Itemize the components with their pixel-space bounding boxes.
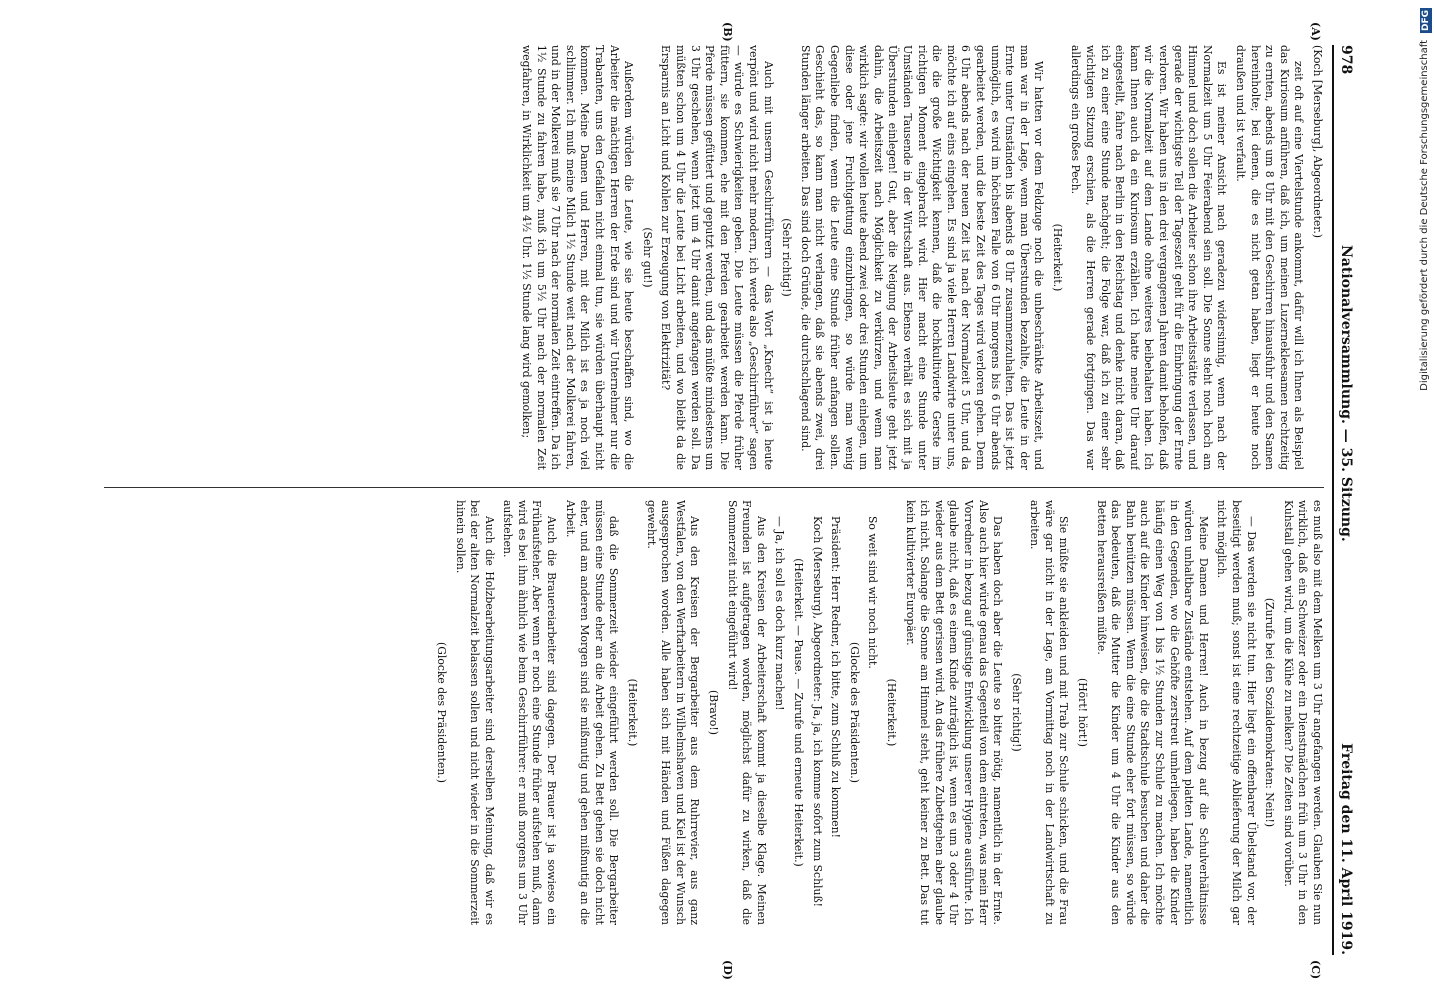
header-date: Freitag den 11. April 1919.	[1338, 743, 1354, 955]
page-header	[1332, 45, 1374, 955]
interjection: (Sehr richtig!)	[780, 218, 794, 297]
interjection: (Sehr gut!)	[640, 227, 654, 288]
interjection: (Sehr richtig!)	[1009, 673, 1023, 752]
paragraph: Außerdem würden die Leute, wie sie heute beschaffen sind, wo die Arbeiter die mächtigen Herren der Erde sind und wir Unternehmer nur die Trabanten, uns den Gefallen nicht einmal tun, sie würden überhaupt nicht kommen. Meine Damen und Herren, mit der Milch ist es ja noch viel schlimmer. Ich muß meine Milch 1½ Stunde weit nach der Molkerei fahren, und in der Molkerei muß sie 7 Uhr nach der normalen Zeit eintreffen. Da ich 1½ Stunde zu fahren habe, muß ich um 5½ Uhr nach der normalen Zeit wegfahren, in Wirklichkeit um 4½ Uhr. 1½ Stunde lang wird gemolken;	[520, 45, 636, 470]
paragraph: Es ist meiner Ansicht nach geradezu widersinnig, wenn nach der Normalzeit um 5 Uhr Feierabend sein soll. Die Sonne steht noch hoch am Himmel und doch sollen die Arbeiter schon ihre Arbeitsstätte verlassen, und gerade der wichtigste Teil der Tageszeit geht für die Einbringung der Ernte verloren. Wir haben uns in den drei vergangenen Jahren damit beholfen, daß wir die Normalzeit auf dem Lande ohne weiteres beibehalten haben. Ich kann Ihnen auch da ein Kuriosum erzählen. Ich hatte meine Uhr darauf eingestellt, fahre nach Berlin in den Reichstag und denke nicht daran, daß ich zu einer eine Stunde nachgeht; die Folge war, daß ich zu einer sehr wichtigen Sitzung erschien, als die Herren gerade fortgingen. Das war allerdings ein großes Pech.	[1069, 45, 1229, 470]
paragraph: Wir hatten vor dem Feldzuge noch die unbeschränkte Arbeitszeit, und man war in der Lage, wenn man Überstunden bezahlte, die Leute in der Ernte unter Umständen bis abends 8 Uhr zusammenzuhalten. Das ist jetzt unmöglich, es wird im höchsten Falle von 6 Uhr morgens bis 6 Uhr abends gearbeitet werden, und die beste Zeit des Tages wird verloren gehen. Denn 6 Uhr abends nach der neuen Zeit ist nach der Normalzeit 5 Uhr, und da möchte ich auf eins eingehen. Es sind ja viele Herren Landwirte unter uns, die die große Wichtigkeit kennen, daß die hochkultivierte Gerste im richtigen Moment eingebracht wird. Hier macht eine Stunde unter Umständen Tausende in der Wirtschaft aus. Ebenso verhält es sich mit ja Überstunden einlegen! Gut, aber die Neigung der Arbeitsleute geht jetzt dahin, die Arbeitszeit nach Möglichkeit zu verkürzen, und wenn man wirklich sagte: wir wollen heute abend zwei oder drei Stunden einlegen, um diese oder jene Fruchtgattung einzubringen, so würde man wenig Gegenliebe finden, wenn die Leute eine Stunde früher anfangen sollen. Geschieht das, so kann man nicht verlangen, daß sie abends zwei, drei Stunden länger arbeiten. Das sind doch Gründe, die durchschlagend sind.	[798, 45, 1046, 470]
paragraph: Aus den Kreisen der Bergarbeiter aus dem Ruhrrevier, aus ganz Westfalen, von den Werftarbeitern in Wilhelmshaven und Kiel ist der Wunsch ausgesprochen worden. Alle haben sich mit Händen und Füßen dagegen gewehrt.	[644, 500, 702, 925]
marker-c: (C)	[1309, 960, 1322, 980]
paragraph: Auch mit unserm Geschirrführern — das Wort „Knecht“ ist ja heute verpönt und wird nicht mehr modern, ich werde also „Geschirrführer“ sagen — würde es Schwierigkeiten geben. Die Leute müssen die Pferde früher füttern, sie kommen, ehe mit den Pferden gearbeitet werden kann. Die Pferde müssen gefüttert und geputzt werden, und das müßte mindestens um 3 Uhr geschehen, wenn jetzt um 4 Uhr damit angefangen werden soll. Da müßten schon um 4 Uhr die Leute bei Licht arbeiten, und wo bleibt da die Ersparnis an Licht und Kohlen zur Erzeugung von Elektrizität?	[659, 45, 775, 470]
digitization-credit: Digitalisierung gefördert durch die Deutsche Forschungsgemeinschaft	[1419, 40, 1430, 391]
interjection: (Glocke des Präsidenten.)	[434, 642, 448, 783]
interjection: (Heiterkeit.)	[884, 678, 898, 747]
dfg-logo: DFG	[1421, 10, 1431, 32]
left-column	[94, 45, 1324, 470]
paragraph: Aus den Kreisen der Arbeiterschaft kommt ja dieselbe Klage. Meinen Freunden ist aufgetragen worden, möglichst dafür zu wirken, daß die Sommerzeit nicht eingeführt wird!	[725, 500, 768, 925]
marker-a: (A)	[1309, 22, 1322, 41]
paragraph: Koch (Merseburg), Abgeordneter: Ja, ja, ich komme sofort zum Schluß!	[810, 516, 824, 907]
interjection: (Bravo!)	[707, 690, 721, 735]
marker-b: (B)	[721, 22, 734, 42]
paragraph: So weit sind wir noch nicht.	[866, 516, 880, 669]
paragraph: Meine Damen und Herren! Auch in bezug auf die Schulverhältnisse würden unhaltbare Zustände entstehen. Auf dem platten Lande, namentlich in den Gegenden, wo die Gehöfte zerstreut umherliegen, haben die Kinder häufig einen Weg von 1 bis 1½ Stunden zur Schule zu machen. Ich möchte auch auf die Kinder hinweisen, die die Stadtschule besuchen und daher die Bahn benützen müssen. Wenn die eine Stunde eher fort müssen, so würde das bedeuten, daß die Mutter die Kinder um 4 Uhr die Kinder aus den Betten herausreißen müßte.	[1094, 500, 1210, 925]
right-column	[94, 500, 1324, 925]
paragraph: Sie müßte sie ankleiden und mit Trab zur Schule schicken, und die Frau wäre gar nicht in der Lage, am Vormittag noch in der Landwirtschaft zu arbeiten.	[1028, 500, 1071, 925]
speaker-note: (Koch [Merseburg], Abgeordneter.)	[1311, 45, 1324, 238]
interjection: (Glocke des Präsidenten.)	[847, 642, 861, 783]
paragraph: Das haben doch aber die Leute so bitter nötig, namentlich in der Ernte. Also auch hier würde genau das Gegenteil von dem eintreten, was mein Herr Vorredner in bezug auf günstige Entwicklung unserer Hygiene ausführte. Ich glaube nicht, daß es einem Kinde zuträglich ist, wenn es um 3 oder 4 Uhr wieder aus dem Bett gerissen wird. An das frühere Zubettgehen aber glaube ich nicht. Solange die Sonne am Himmel steht, geht keiner zu Bett. Das tut kein kultivierter Europäer.	[903, 500, 1005, 925]
column-divider	[104, 487, 1324, 488]
marker-d: (D)	[721, 960, 734, 980]
paragraph: — Das werden sie nicht tun. Hier liegt ein offenbarer Übelstand vor, der beseitigt werden muß; sonst ist eine rechtzeitige Ablieferung der Milch gar nicht möglich.	[1215, 500, 1258, 925]
paragraph: es muß also mit dem Melken um 3 Uhr angefangen werden. Glauben Sie nun wirklich, daß ein Schweizer oder ein Dienstmädchen früh um 3 Uhr in den Kuhstall gehen wird, um die Kühe zu melken? Die Zeiten sind vorüber.	[1281, 500, 1324, 925]
header-title: Nationalversammlung. — 35. Sitzung.	[1338, 245, 1354, 542]
interjection: (Hört! hört!)	[1076, 678, 1090, 747]
interjection: (Heiterkeit.)	[626, 678, 640, 747]
paragraph: zeit oft auf eine Viertelstunde ankommt, dafür will ich Ihnen als Beispiel das Kuriosum anführen, daß ich, um meinen Luzernekleesamen rechtzeitig zu ernten, abends um 8 Uhr mit den Geschirren hinausfuhr und den Samen hereinholte; bei denen, die es nicht getan haben, liegt er heute noch draußen und ist verfault.	[1234, 45, 1306, 470]
paragraph: Präsident: Herr Redner, ich bitte, zum Schluß zu kommen!	[829, 516, 843, 838]
interjection: (Zurufe bei den Sozialdemokraten: Nein!)	[1263, 597, 1277, 828]
paragraph: — Ja, ich soll es doch kurz machen!	[773, 516, 787, 711]
interjection: (Heiterkeit. — Pause. — Zurufe und erneute Heiterkeit.)	[792, 558, 805, 867]
paragraph: Auch die Holzbearbeitungsarbeiter sind derselben Meinung, daß wir es bei der alten Normalzeit belassen sollen und nicht wieder in die Sommerzeit hinein sollen.	[453, 500, 496, 925]
interjection: (Heiterkeit.)	[1050, 223, 1064, 292]
page-number: 978	[1338, 45, 1354, 75]
paragraph: daß die Sommerzeit wieder eingeführt werden soll. Die Bergarbeiter müssen eine Stunde eher an die Arbeit gehen. Zu Bett gehen sie doch nicht eher, und am anderen Morgen sind sie mißmutig und gehen mißmutig an die Arbeit.	[563, 500, 621, 925]
paragraph: Auch die Brauereiarbeiter sind dagegen. Der Brauer ist ja sowieso ein Frühaufsteher. Aber wenn er noch eine Stunde früher aufstehen muß, dann wird es bei ihm ähnlich wie beim Geschirrführer: er muß morgens um 3 Uhr aufstehen.	[501, 500, 559, 925]
